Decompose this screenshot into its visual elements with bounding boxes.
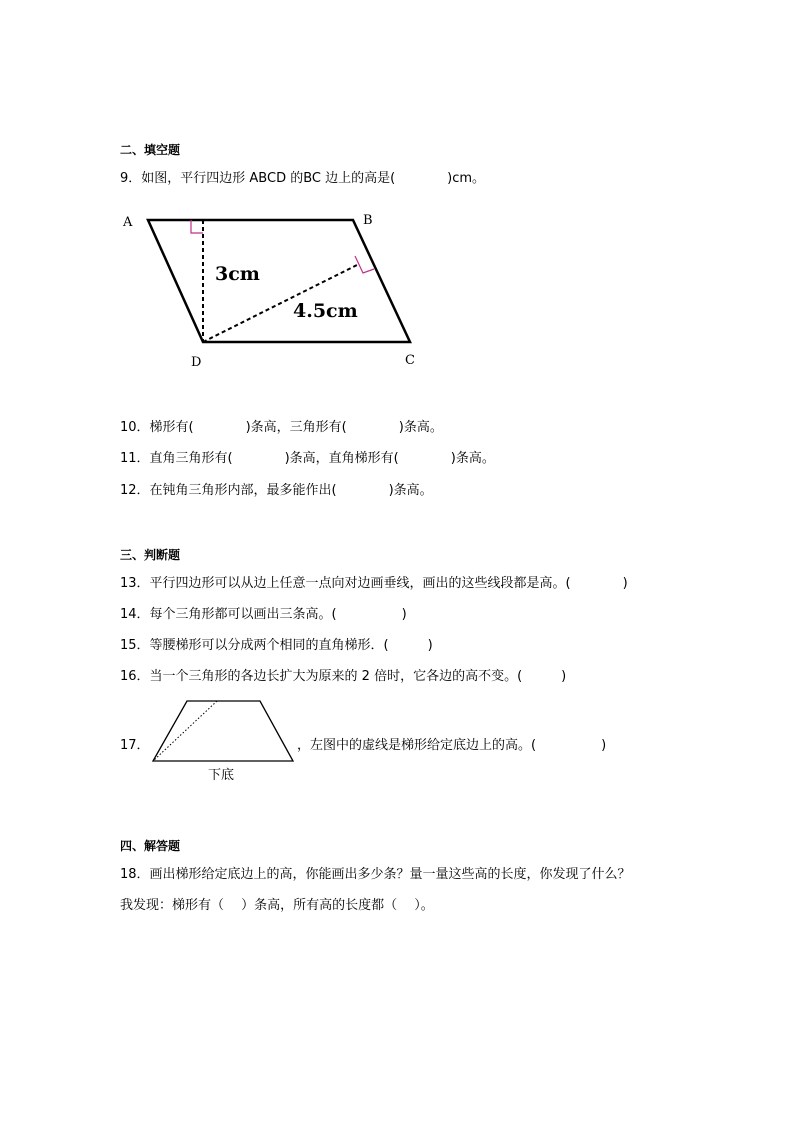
height-label-3cm: 3cm — [215, 263, 260, 285]
question-16: 16．当一个三角形的各边长扩大为原来的 2 倍时，它各边的高不变。( ) — [120, 669, 567, 684]
section-title-fill-blank: 二、填空题 — [120, 143, 181, 157]
question-15: 15．等腰梯形可以分成两个相同的直角梯形．( ) — [120, 638, 433, 653]
trapezoid-figure — [150, 698, 300, 788]
parallelogram-outline — [148, 220, 410, 342]
question-12: 12．在钝角三角形内部，最多能作出( )条高。 — [120, 483, 433, 498]
height-label-4-5cm: 4.5cm — [293, 300, 358, 322]
question-14: 14．每个三角形都可以画出三条高。( ) — [120, 607, 407, 622]
vertex-label-b: B — [363, 213, 373, 228]
vertex-label-a: A — [123, 215, 133, 230]
question-9: 9．如图，平行四边形 ABCD 的BC 边上的高是( )cm。 — [120, 171, 486, 186]
section-title-answer: 四、解答题 — [120, 839, 181, 853]
question-17-text: ，左图中的虚线是梯形给定底边上的高。( ) — [297, 738, 607, 753]
question-11: 11．直角三角形有( )条高，直角梯形有( )条高。 — [120, 451, 495, 466]
bottom-base-label: 下底 — [208, 768, 235, 783]
trapezoid-outline — [153, 701, 293, 761]
question-17-number: 17． — [120, 738, 150, 753]
parallelogram-figure — [115, 198, 435, 378]
question-18: 18．画出梯形给定底边上的高，你能画出多少条？量一量这些高的长度，你发现了什么？ — [120, 867, 631, 882]
question-18-answer: 我发现：梯形有（ ）条高，所有高的长度都（ ）。 — [120, 898, 434, 913]
vertex-label-c: C — [405, 353, 415, 368]
right-angle-mark-ab — [191, 220, 203, 233]
vertex-label-d: D — [191, 355, 202, 370]
question-10: 10．梯形有( )条高，三角形有( )条高。 — [120, 420, 443, 435]
question-13: 13．平行四边形可以从边上任意一点向对边画垂线，画出的这些线段都是高。( ) — [120, 576, 628, 591]
trapezoid-dotted-line — [153, 701, 217, 761]
section-title-judgment: 三、判断题 — [120, 548, 181, 562]
